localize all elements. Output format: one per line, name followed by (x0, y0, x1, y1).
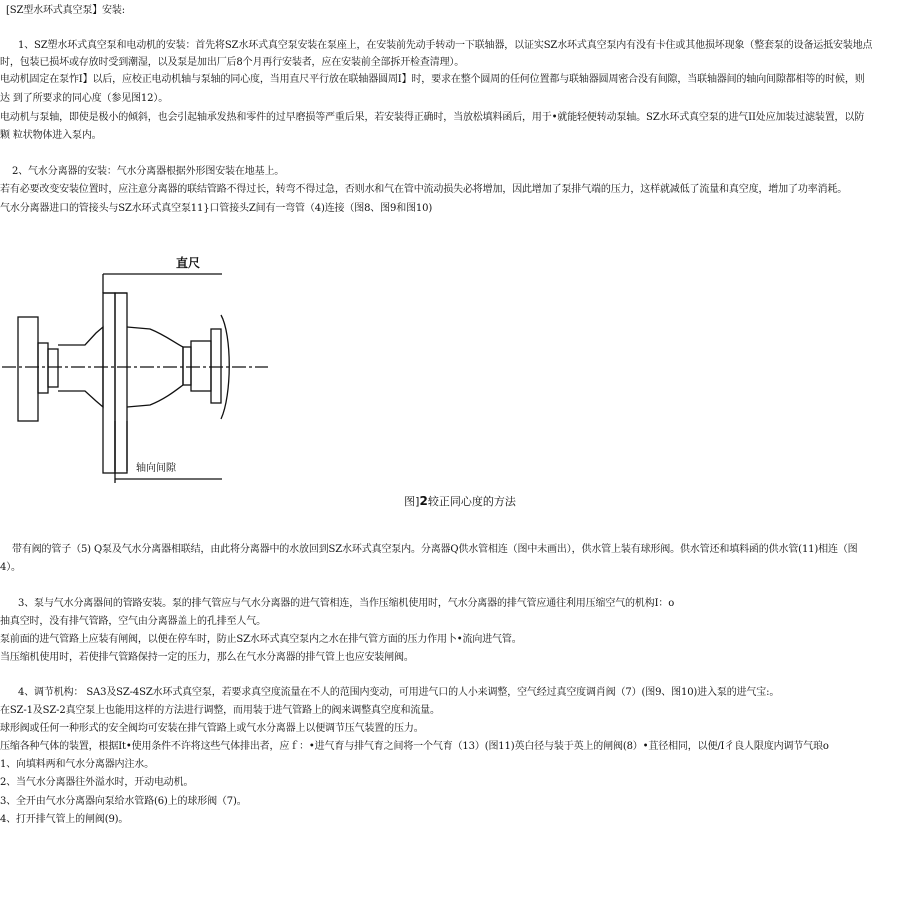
axial-gap-label: 轴向间隙 (136, 463, 176, 474)
paragraph-line: 球形阀或任何一种形式的安全阀均可安装在排气管路上或气水分离器上以便调节压气装置的压力。 (0, 723, 424, 734)
paragraph-line: 4、调节机构： SA3及SZ-4SZ水环式真空泵，若要求真空度流量在不人的范围内变动，可用进气口的人小来调整，空气经过真空度调肖阀（7）(图9、图10)进入泵的进气宝:。 (18, 687, 780, 698)
list-item: 2、当气水分离器往外溢水时，开动电动机。 (0, 777, 194, 788)
paragraph-line: 气水分离器进口的管接头与SZ水环式真空泵11}口管接头Z间有一弯管（4)连接（图8、图9和图10) (0, 203, 433, 214)
figure-caption (360, 494, 560, 509)
list-item: 4、打开排气管上的闸阀(9)。 (0, 814, 129, 825)
list-item: 1、向填料两和气水分离器内注水。 (0, 759, 154, 770)
paragraph-line: 时，包装已损坏或存放时受到潮湿，以及泵是加出厂后8个月再行安装者，应在安装前全部拆开检查清理）。 (0, 57, 465, 68)
paragraph-line: 泵前面的进气管路上应装有闸阀，以便在停车时，防止SZ水环式真空泵内之水在排气管方面的压力作用卜•流向进气管。 (0, 634, 522, 645)
ruler-label: 直尺 (176, 256, 201, 270)
paragraph-line: 4）。 (0, 562, 21, 573)
paragraph-line: 电动机固定在泵怍I】以后，应校正电动机轴与泵轴的同心度，当用直尺平行放在联轴器圆周I】时，要求在整个圆周的任何位置都与联轴器圆周密合没有间隙，当联轴器间的轴向间隙都相等的时候，则 (0, 74, 865, 85)
paragraph-line: 1、SZ塑水环式真空泵和电动机的安装：首先将SZ水环式真空泵安装在泵座上，在安装前先动手转动一下联轴器，以证实SZ水环式真空泵内有没有卡住或其他损坏现象（整套泵的设备运抵安装地点 (18, 40, 873, 51)
caption-number: 2 (419, 494, 428, 508)
paragraph-line: 在SZ-1及SZ-2真空泵上也能用这样的方法进行调整，而用装于进气管路上的阀来调整真空度和流量。 (0, 705, 440, 716)
paragraph-line: 压缩各种气体的装置，根据It•使用条件不许将这些气体排出者，应ｆ：•进气育与排气育之间将一个气育（13）(图11)英白径与装于英上的闸阀(8）•苴径相同，以便/I彳良人限度内调节气琅o (0, 741, 829, 752)
paragraph-line: 抽真空时，没有排气管路，空气由分离器盖上的孔排至人气。 (0, 616, 266, 627)
paragraph-line: 带有阀的管子（5) Q泵及气水分离器相联结，由此将分离器中的水放回到SZ水环式真空泵内。分离器Q供水管相连（图中未画出），供水管上装有球形阀。供水管还和填料函的供水管(11)相连（图 (12, 544, 858, 555)
paragraph-line: 3、泵与气水分离器间的管路安装。泵的排气管应与气水分离器的进气管相连，当作压缩机使用时，气水分离器的排气管应通往利用压缩空气的机构I：o (18, 598, 675, 609)
paragraph-line: 当压缩机使用时，若使排气管路保持一定的压力，那么在气水分离器的排气管上也应安装闸阀。 (0, 652, 414, 663)
list-item: 3、全开由气水分离器向泵给水管路(6)上的球形阀（7)。 (0, 796, 247, 807)
paragraph-line: 若有必要改变安装位置时，应注意分离器的联结管路不得过长，转弯不得过急，否则水和气在管中流动损失必将增加，因此增加了泵排气端的压力，这样就减低了流量和真空度，增加了功率消耗。 (0, 184, 848, 195)
paragraph-line: 2、气水分离器的安装：气水分离器根据外形图安装在地基上。 (12, 166, 285, 177)
caption-text: 较正同心度的方法 (427, 495, 516, 508)
caption-prefix: 图] (404, 495, 420, 508)
paragraph-line: 达 到了所要求的同心度（参见图12）。 (0, 93, 169, 104)
paragraph-line: 颗 粒状物体进入泵内。 (0, 130, 102, 141)
paragraph-line: 电动机与泵轴，即使是极小的倾斜，也会引起轴承发热和零件的过早磨损等严重后果，若安装得正确时，当放松填料函后，用于•就能轻便转动泵轴。SZ水环式真空泵的进气II处应加装过滤装置，以防 (0, 112, 865, 123)
coupling-alignment-figure (0, 245, 270, 490)
section-heading: [SZ型水环式真空泵】安装: (6, 5, 125, 16)
